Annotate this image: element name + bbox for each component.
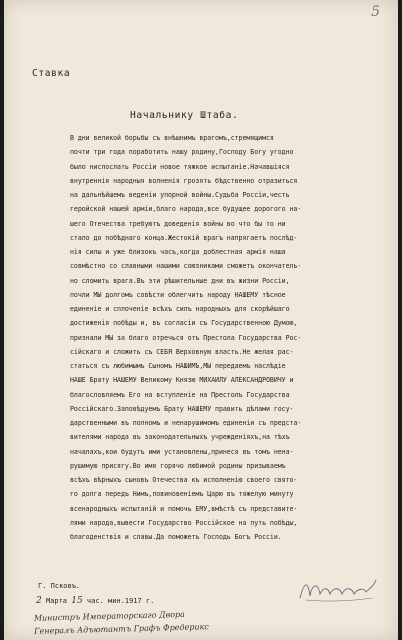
body-line: рушимую присягу.Во имя горячо любимой родины призываемъ: [70, 461, 286, 470]
countersign-line: Министръ Императорскаго Двора: [33, 609, 185, 623]
body-line: стало до побѣднаго конца.Жестокій врагъ напрягаетъ послѣд-: [70, 233, 298, 242]
body-line: признали МЫ за благо отречься отъ Престола Государства Рос-: [70, 333, 302, 342]
body-line: лями народа,вывести Государство Россійское на путь побѣды,: [70, 518, 298, 527]
countersign-line: Генералъ Адъютантъ Графъ Фредерикс: [34, 622, 209, 636]
page-number: 5: [371, 4, 380, 20]
body-line: внутреннія народныя волненія грозять бѣдственно отразиться: [70, 176, 298, 185]
body-line: статься съ любимымъ Сыномъ НАШИМЪ,МЫ передаемъ наслѣдіе: [70, 362, 286, 370]
body-line: шего Отечества требуютъ доведенія войны во что бы то ни: [70, 219, 286, 228]
body-line: дарственными въ полномъ и ненарушимомъ единеніи съ предста-: [70, 419, 302, 427]
signature-nikolai: [296, 576, 380, 606]
body-line: го долга передъ Нимъ,повиновеніемъ Царю въ тяжелую минуту: [70, 490, 294, 499]
body-line: почти три года поработить нашу родину,Господу Богу угодно: [70, 148, 294, 157]
body-line: достиженія побѣды и, въ согласіи съ Государственною Думою,: [70, 319, 298, 328]
document-page: [4, 0, 398, 640]
body-line: В дни великой борьбы съ внѣшнимъ врагомъ,стремящимся: [70, 134, 274, 142]
body-line: сійскаго и сложить съ СЕБЯ Верховную власть.Не желая рас-: [70, 347, 294, 356]
body-line: единеніе и сплоченіе всѣхъ силъ народныхъ для скорѣйшаго: [70, 305, 290, 313]
body-line: нія силы и уже близокъ часъ,когда доблестная армія наша: [70, 248, 286, 256]
body-line: НАШЕ Брату НАШЕМУ Великому Князю МИХАИЛУ АЛЕКСАНДРОВИЧУ и: [70, 376, 294, 385]
date-hour-handwritten: 15: [71, 596, 83, 606]
body-line: Россійскаго.Заповѣдуемъ Брату НАШЕМУ править дѣлами госу-: [70, 404, 294, 413]
body-line: всенародныхъ испытаній и помочь ЕМУ,вмѣстѣ съ представите-: [70, 504, 298, 513]
place-of-signing: Г. Псковъ.: [38, 582, 81, 590]
date-time-year: час. мин.1917 г.: [86, 597, 155, 605]
body-line: на дальнѣйшемъ веденіи упорной войны.Судьба Россіи,честь: [70, 191, 290, 199]
header-stavka: Ставка: [32, 68, 71, 79]
date-line: [36, 596, 154, 606]
body-line: вителями народа въ законодательныхъ учрежденіяхъ,на тѣхъ: [70, 433, 290, 442]
body-line: всѣхъ вѣрныхъ сыновъ Отечества къ исполненію своего свято-: [70, 476, 298, 484]
manifesto-body: [70, 131, 380, 544]
date-month: Марта: [45, 597, 68, 605]
body-line: благословляемъ Его на вступленіе на Престолъ Государства: [70, 390, 290, 399]
body-line: но сломить врага.Въ эти рѣшительные дни въ жизни Россіи,: [70, 276, 290, 285]
body-line: геройской нашей арміи,благо народа,все будущее дорогого на-: [70, 205, 302, 214]
body-line: почли МЫ долгомъ совѣсти облегчить народу НАШЕМУ тѣсное: [70, 290, 286, 299]
date-day-handwritten: 2: [36, 596, 42, 606]
body-line: совмѣстно со славными нашими союзниками сможетъ окончатель-: [70, 262, 302, 271]
addressee: Начальнику Штаба.: [130, 110, 239, 121]
body-line: было ниспослать Россіи новое тяжкое испытаніе.Начавшіяся: [70, 162, 290, 171]
body-line: началахъ,кои будутъ ими установлены,принеся въ томъ нена-: [70, 447, 294, 456]
countersignature-fredericks: [34, 604, 325, 638]
body-line: благоденствія и славы.Да поможетъ Господь Богъ Россіи.: [70, 533, 282, 541]
